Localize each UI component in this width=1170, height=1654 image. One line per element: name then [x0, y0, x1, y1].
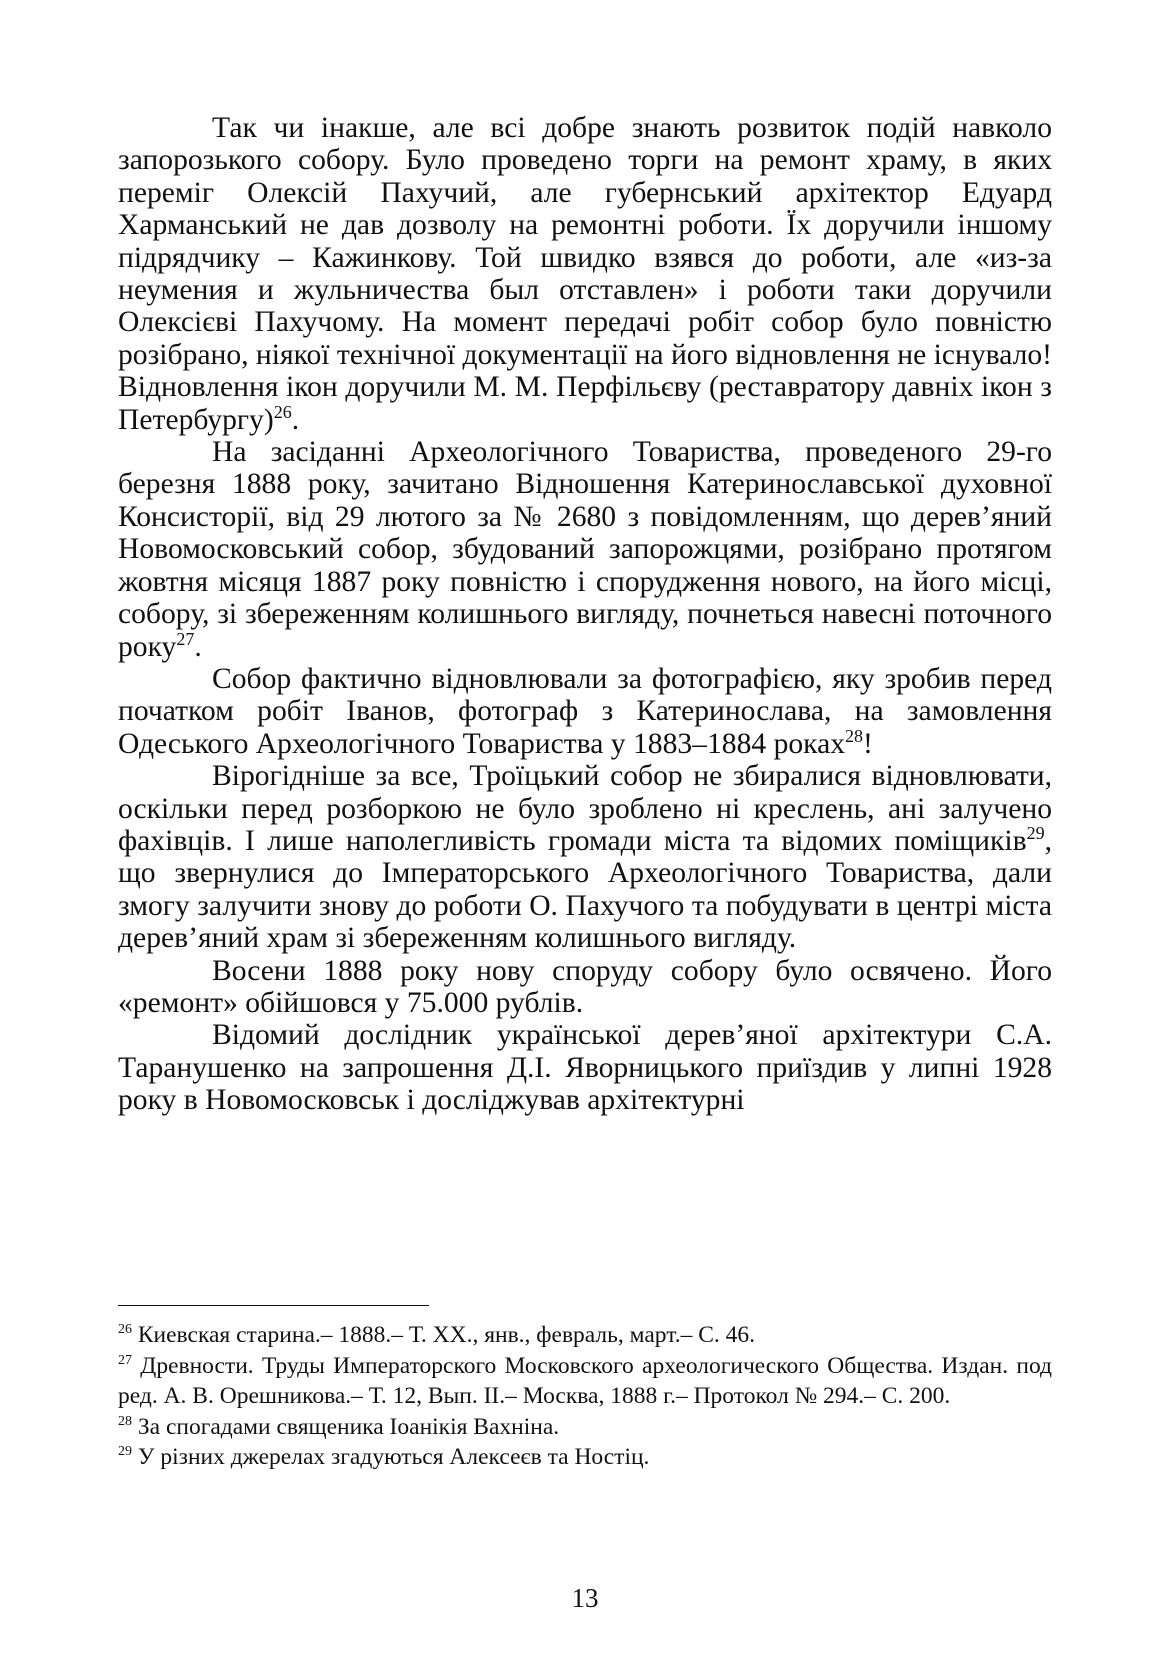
page-number: 13: [571, 1583, 599, 1613]
footnote-text: За спогадами священика Іоанікія Вахніна.: [132, 1413, 560, 1440]
footnote-27: [118, 1351, 1052, 1412]
footnote-26: [118, 1320, 1052, 1351]
footnote-29: [118, 1442, 1052, 1473]
paragraph-1: Так чи інакше, але всі добре знають розвиток подій навколо запорозького собору. Було проведено торги на ремонт храму, в яких переміг Олексій Пахучий, але губернський архітектор Едуард Харманський не дав дозволу на ремонтні роботи. Їх доручили іншому підрядчику – Кажинкову. Той швидко взявся до роботи, але «из-за неумения и жульничества был отставлен» і роботи таки доручили Олексієві Пахучому. На момент передачі робіт собор було повністю розібрано, ніякої технічної документації на його відновлення не існувало! Відновлення ікон доручили М. М. Перфільєву (реставратору давніх ікон з Петербургу)$^{26}$.: [118, 112, 1053, 436]
footnote-ref-28[interactable]: 28: [845, 725, 864, 746]
footnote-text: Киевская старина.– 1888.– Т. ХХ., янв., февраль, март.– С. 46.: [132, 1322, 756, 1348]
footnotes: [118, 1320, 1052, 1473]
footnote-separator: [118, 1305, 429, 1306]
footnote-text: Древности. Труды Императорского Московского археологического Общества. Издан. под ред. А. В. Орешникова.– Т. 12, Вып. II.– Москва, 1888 г.– Протокол № 294.– С. 200.: [118, 1352, 1052, 1409]
paragraph-5: Восени 1888 року нову споруду собору було освячено. Його «ремонт» обійшовся у 75.000 рублів.: [118, 954, 1052, 1019]
footnote-number: 28: [118, 1413, 132, 1429]
paragraph-6: Відомий дослідник української дерев’яної архітектури С.А. Таранушенко на запрошення Д.І. Яворницького приїздив у липні 1928 року в Новомосковськ і досліджував архітектурні: [118, 1019, 1052, 1117]
footnote-number: 26: [118, 1322, 132, 1337]
footnote-28: [118, 1412, 1052, 1443]
footnote-number: 27: [118, 1352, 132, 1368]
paragraph-4: Вірогідніше за все, Троїцький собор не збиралися відновлювати, оскільки перед розборкою не було зроблено ні креслень, ані залучено фахівців. І лише наполегливість громади міста та відомих поміщиків$^{29}$, що звернулися до Імператорського Археологічного Товариства, дали змогу залучити знову до роботи О. Пахучого та побудувати в центрі міста дерев’яний храм зі збереженням колишнього вигляду.: [118, 760, 1052, 955]
paragraph-2: На засіданні Археологічного Товариства, проведеного 29-го березня 1888 року, зачитано Відношення Катеринославської духовної Консисторії, від 29 лютого за № 2680 з повідомленням, що дерев’яний Новомосковський собор, збудований запорожцями, розібрано протягом жовтня місяця 1887 року повністю і спорудження нового, на його місці, собору, зі збереженням колишнього вигляду, почнеться навесні поточного року$^{27}$.: [118, 436, 1052, 663]
footnote-ref-29[interactable]: 29: [1026, 822, 1045, 843]
paragraph-3: Собор фактично відновлювали за фотографією, яку зробив перед початком робіт Іванов, фотограф з Катеринослава, на замовлення Одеського Археологічного Товариства у 1883–1884 роках$^{28}$!: [118, 662, 1052, 760]
main-text: [118, 112, 1052, 1117]
footnote-ref-26[interactable]: 26: [273, 401, 292, 422]
footnote-number: 29: [118, 1444, 132, 1459]
footnote-ref-27[interactable]: 27: [176, 628, 195, 649]
footnote-text: У різних джерелах згадуються Алексеєв та Ностіц.: [132, 1444, 650, 1470]
